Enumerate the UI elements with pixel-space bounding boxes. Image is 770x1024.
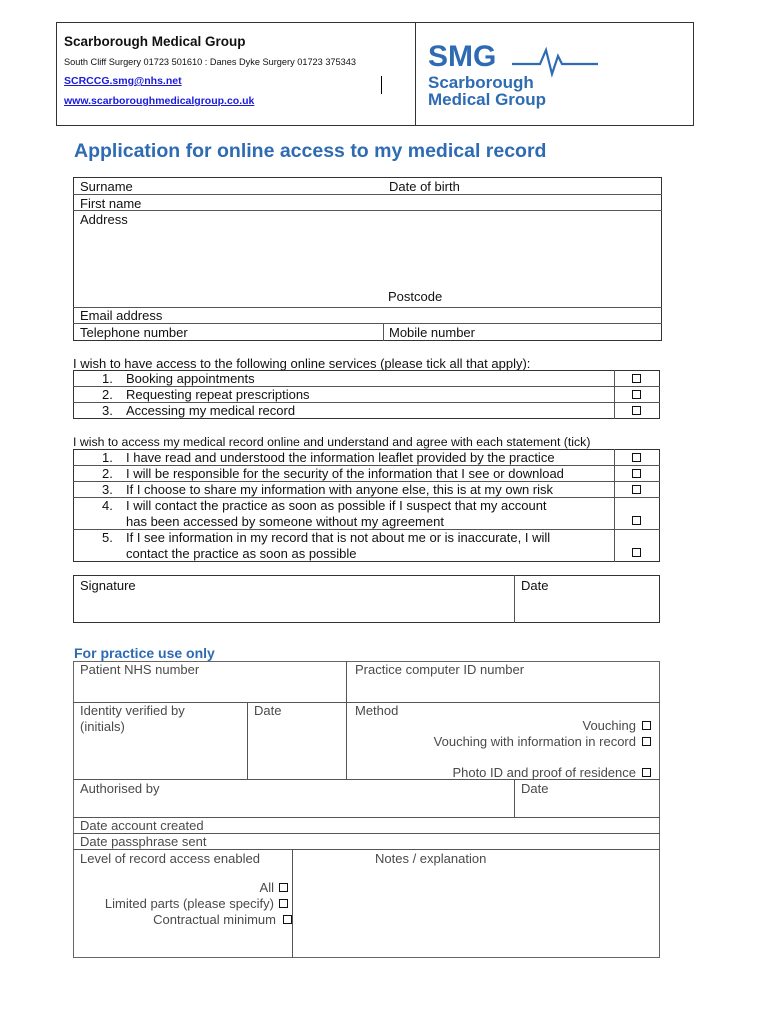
mobile-label: Mobile number bbox=[389, 325, 475, 340]
page-title: Application for online access to my medical record bbox=[74, 140, 547, 162]
access-level-label: Level of record access enabled bbox=[80, 851, 260, 866]
agreement-4-text-line1: I will contact the practice as soon as possible if I suspect that my account bbox=[126, 498, 547, 513]
identity-label-line1: Identity verified by bbox=[80, 703, 185, 718]
account-created-label: Date account created bbox=[80, 818, 204, 833]
agreement-2-num: 2. bbox=[102, 466, 113, 481]
logo-line1: Scarborough bbox=[428, 73, 534, 92]
computer-id-label: Practice computer ID number bbox=[355, 662, 525, 677]
agreement-intro: I wish to access my medical record online and understand and agree with each statement (tick) bbox=[73, 435, 591, 449]
services-intro: I wish to have access to the following online services (please tick all that apply): bbox=[73, 356, 531, 371]
access-all-checkbox[interactable] bbox=[279, 883, 288, 892]
service-2-text: Requesting repeat prescriptions bbox=[126, 387, 310, 402]
agreement-1-text: I have read and understood the information leaflet provided by the practice bbox=[126, 450, 555, 465]
letterhead-contact-panel bbox=[57, 23, 416, 125]
access-contractual-label: Contractual minimum bbox=[153, 912, 276, 927]
access-limited-label: Limited parts (please specify) bbox=[104, 896, 274, 911]
agreement-3-text: If I choose to share my information with anyone else, this is at my own risk bbox=[126, 482, 554, 497]
agreement-5-checkbox[interactable] bbox=[632, 548, 641, 557]
vouching-checkbox[interactable] bbox=[642, 721, 651, 730]
agreement-2-checkbox[interactable] bbox=[632, 469, 641, 478]
service-3-checkbox[interactable] bbox=[632, 406, 641, 415]
access-limited-checkbox[interactable] bbox=[279, 899, 288, 908]
surname-label: Surname bbox=[80, 179, 133, 194]
agreement-4-checkbox[interactable] bbox=[632, 516, 641, 525]
passphrase-sent-label: Date passphrase sent bbox=[80, 834, 207, 849]
dob-label: Date of birth bbox=[389, 179, 460, 194]
service-1-checkbox[interactable] bbox=[632, 374, 641, 383]
agreement-4-num: 4. bbox=[102, 498, 113, 513]
service-3-num: 3. bbox=[102, 403, 113, 418]
website-link[interactable]: www.scarboroughmedicalgroup.co.uk bbox=[64, 95, 255, 107]
vouching-info-checkbox[interactable] bbox=[642, 737, 651, 746]
agreement-2-text: I will be responsible for the security of the information that I see or download bbox=[126, 466, 564, 481]
notes-label: Notes / explanation bbox=[375, 851, 487, 866]
service-2-num: 2. bbox=[102, 387, 113, 402]
service-3-text: Accessing my medical record bbox=[126, 403, 296, 418]
photo-id-label: Photo ID and proof of residence bbox=[452, 765, 636, 780]
org-name: Scarborough Medical Group bbox=[64, 34, 246, 49]
heartbeat-icon bbox=[512, 50, 598, 74]
signature-label: Signature bbox=[80, 578, 136, 593]
agreement-3-checkbox[interactable] bbox=[632, 485, 641, 494]
vouching-label: Vouching bbox=[582, 718, 636, 733]
address-label: Address bbox=[80, 212, 128, 227]
text-cursor bbox=[381, 76, 382, 94]
photo-id-checkbox[interactable] bbox=[642, 768, 651, 777]
agreement-5-text-line1: If I see information in my record that is not about me or is inaccurate, I will bbox=[126, 530, 551, 545]
access-contractual-checkbox[interactable] bbox=[283, 915, 292, 924]
email-link[interactable]: SCRCCG.smg@nhs.net bbox=[64, 75, 182, 87]
signature-date-label: Date bbox=[521, 578, 549, 593]
method-label: Method bbox=[355, 703, 399, 718]
agreement-3-num: 3. bbox=[102, 482, 113, 497]
smg-logo bbox=[428, 40, 608, 110]
access-all-label: All bbox=[259, 880, 274, 895]
phone-numbers: South Cliff Surgery 01723 501610 : Danes Dyke Surgery 01723 375343 bbox=[64, 57, 356, 67]
signature-table bbox=[73, 575, 660, 623]
identity-date-label: Date bbox=[254, 703, 282, 718]
agreement-5-text-line2: contact the practice as soon as possible bbox=[126, 546, 357, 561]
nhs-number-label: Patient NHS number bbox=[80, 662, 200, 677]
telephone-label: Telephone number bbox=[80, 325, 188, 340]
service-1-text: Booking appointments bbox=[126, 371, 255, 386]
service-1-num: 1. bbox=[102, 371, 113, 386]
email-label: Email address bbox=[80, 308, 163, 323]
agreement-5-num: 5. bbox=[102, 530, 113, 545]
postcode-label: Postcode bbox=[388, 289, 443, 304]
vouching-info-label: Vouching with information in record bbox=[433, 734, 636, 749]
agreement-1-num: 1. bbox=[102, 450, 113, 465]
practice-use-heading: For practice use only bbox=[74, 645, 215, 661]
logo-smg-text: SMG bbox=[428, 40, 497, 73]
service-2-checkbox[interactable] bbox=[632, 390, 641, 399]
authorised-date-label: Date bbox=[521, 781, 549, 796]
agreement-4-text-line2: has been accessed by someone without my agreement bbox=[126, 514, 444, 529]
authorised-by-label: Authorised by bbox=[80, 781, 160, 796]
identity-label-line2: (initials) bbox=[80, 719, 125, 734]
agreement-1-checkbox[interactable] bbox=[632, 453, 641, 462]
first-name-label: First name bbox=[80, 196, 142, 211]
logo-line2: Medical Group bbox=[428, 90, 547, 109]
